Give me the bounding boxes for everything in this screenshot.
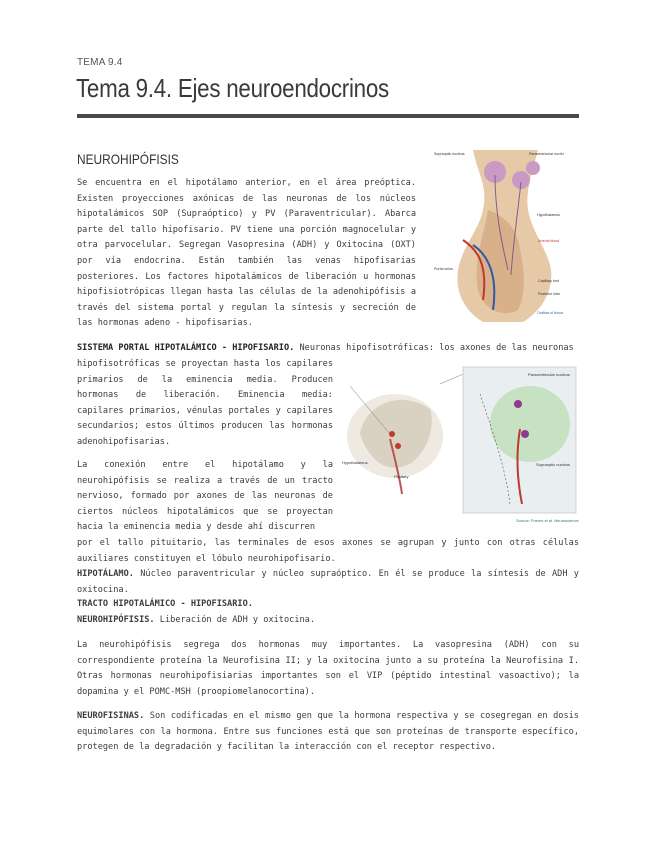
connection-paragraph-a: La conexión entre el hipotálamo y la neurohipófisis se realiza a través de un tracto nervioso, formado por axones de las neuronas de ciertos núcleos hipotalámicos que se proyectan hacia la eminencia media y desde ahí discurren (77, 460, 333, 533)
figure-caption: Source: Purves et al. Neuroscience (516, 518, 579, 523)
tract-term: TRACTO HIPOTALÁMICO - HIPOFISARIO. (77, 599, 253, 609)
neurohypophysis-text: Liberación de ADH y oxitocina. (159, 615, 316, 625)
portal-term: SISTEMA PORTAL HIPOTALÁMICO - HIPOFISARIO. (77, 343, 295, 353)
fig2-label-supraoptic: Supraoptic nucleus (536, 462, 571, 467)
neurophysins-paragraph (77, 709, 579, 756)
brain-figure (340, 364, 579, 526)
neurophysins-term: NEUROFISINAS. (77, 711, 145, 721)
fig1-label-arterial: Arterial blood (538, 239, 560, 243)
fig1-label-capillary: Capillary bed (538, 279, 559, 283)
fig1-label-paraventricular: Paraventricular nuclei (529, 152, 564, 156)
intro-paragraph: Se encuentra en el hipotálamo anterior, en el área preóptica. Existen proyecciones axónicas de las neuronas de los núcleos hipotalámicos SOP (Supraóptico) y PV (Paraventricular). Abarca parte del tallo hipofisario. PV tiene una porción magnocelular y otra parvocelular. Segregan Vasopresina (ADH) y Oxitocina (OXT) por vía endocrina. Están también las venas hipofisarias posteriores. Los factores hipotalámicos de liberación u hormonas hipofisiotrópicas llegan hasta las células de la adenohipófisis a través del sistema portal y regulan la síntesis y secreción de las hormonas adeno - hipofisarias. (77, 178, 416, 329)
fig1-label-hypothalamus: Hypothalamus (537, 213, 560, 217)
portal-text-a: Neuronas hipofisotróficas: los axones de las neuronas (299, 343, 574, 353)
neurohypophysis-term: NEUROHIPÓFISIS. (77, 615, 155, 625)
topic-label: TEMA 9.4 (77, 57, 123, 68)
fig2-label-paraventricular: Paraventricular nucleus (528, 372, 570, 377)
pituitary-figure (433, 150, 579, 328)
section-heading: NEUROHIPÓFISIS (77, 151, 179, 167)
connection-paragraph-b: por el tallo pituitario, las terminales de esos axones se agrupan y junto con otras células auxiliares constituyen el lóbulo neurohipofisario. (77, 538, 579, 564)
title-divider (77, 114, 579, 118)
neurophysins-text: Son codificadas en el mismo gen que la hormona respectiva y se cosegregan en dosis equimolares con la hormona. Entre sus funciones está que son proteínas de transporte específico, protegen de la degradación y facilitan la interacción con el receptor respectivo. (77, 711, 579, 753)
hypothalamus-definition (77, 567, 579, 598)
hypothalamus-term: HIPOTÁLAMO. (77, 569, 134, 579)
tract-definition (77, 597, 579, 613)
portal-paragraph-line1 (77, 341, 579, 357)
fig1-label-posterior: Posterior lobe (538, 292, 561, 296)
hormones-paragraph: La neurohipófisis segrega dos hormonas muy importantes. La vasopresina (ADH) con su correspondiente proteína la Neurofisina II; y la oxitocina junto a su proteína la Neurofisina I. Otras hormonas neurohipofisiarias importantes son el VIP (péptido intestinal vasoactivo); la dopamina y el POMC-MSH (proopiomelanocortina). (77, 640, 579, 697)
fig1-label-outflow: Outflow of blood (537, 311, 563, 315)
fig1-label-portal: Portal veins (434, 267, 453, 271)
neurohypophysis-definition (77, 613, 579, 629)
hypothalamus-text: Núcleo paraventricular y núcleo supraóptico. En él se produce la síntesis de ADH y oxitocina. (77, 569, 579, 595)
fig1-label-supraoptic: Supraoptic nucleus (434, 152, 465, 156)
portal-paragraph-body: hipofisotróficas se proyectan hasta los capilares primarios de la eminencia media. Producen hormonas de liberación. Eminencia media: capilares primarios, vénulas portales y capilares secundarios; estos últimos producen las hormonas adenohipofisarias. (77, 359, 333, 447)
fig2-label-pituitary: Pituitary (394, 474, 409, 479)
fig2-label-hypothalamus: Hypothalamus (342, 460, 368, 465)
page-title: Tema 9.4. Ejes neuroendocrinos (76, 73, 389, 103)
